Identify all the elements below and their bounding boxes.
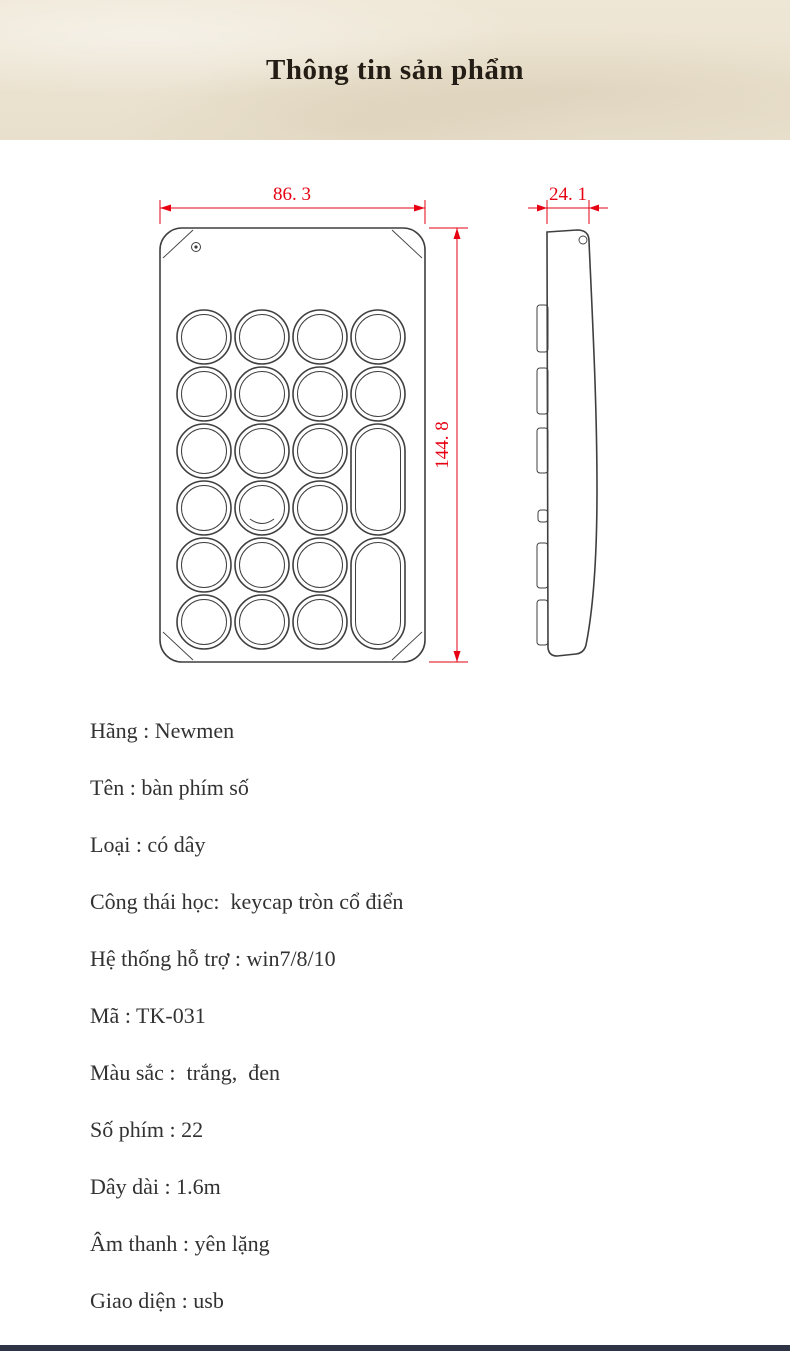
led-indicator xyxy=(192,243,201,252)
keypad-front-view xyxy=(160,228,425,662)
side-width-label: 24. 1 xyxy=(549,184,587,205)
spec-model: Mã : TK-031 xyxy=(90,1003,206,1028)
dimension-front-height xyxy=(429,228,468,662)
hanger-notch xyxy=(579,236,587,244)
key-row-5 xyxy=(177,538,347,592)
key-row-1 xyxy=(177,310,405,364)
key-row-6 xyxy=(177,595,347,649)
dimension-front-width xyxy=(160,184,425,224)
spec-type: Loại : có dây xyxy=(90,832,206,857)
spec-name: Tên : bàn phím số xyxy=(90,775,249,800)
front-width-label: 86. 3 xyxy=(273,184,311,205)
dimension-side-width xyxy=(528,184,608,224)
page-title: Thông tin sản phẩm xyxy=(265,53,525,86)
spec-sound: Âm thanh : yên lặng xyxy=(90,1231,270,1256)
spec-os: Hệ thống hỗ trợ : win7/8/10 xyxy=(90,946,336,971)
front-height-label: 144. 8 xyxy=(432,421,453,469)
key-row-3 xyxy=(177,424,347,478)
keypad-side-view xyxy=(537,230,597,656)
spec-brand: Hãng : Newmen xyxy=(90,718,235,743)
side-key-bumps xyxy=(537,305,548,645)
technical-drawing xyxy=(0,160,790,690)
spec-cable: Dây dài : 1.6m xyxy=(90,1174,221,1199)
key-smile-mark xyxy=(250,519,274,524)
header-banner xyxy=(0,0,790,140)
key-capsule-plus xyxy=(351,424,405,535)
spec-list xyxy=(90,702,790,1329)
spec-keys: Số phím : 22 xyxy=(90,1117,204,1142)
spec-color: Màu sắc : trắng, đen xyxy=(90,1060,280,1085)
spec-interface: Giao diện : usb xyxy=(90,1288,224,1313)
spec-ergonomics: Công thái học: keycap tròn cổ điển xyxy=(90,889,404,914)
key-capsule-enter xyxy=(351,538,405,649)
next-section-edge xyxy=(0,1345,790,1351)
key-row-2 xyxy=(177,367,405,421)
key-row-4 xyxy=(177,481,347,535)
